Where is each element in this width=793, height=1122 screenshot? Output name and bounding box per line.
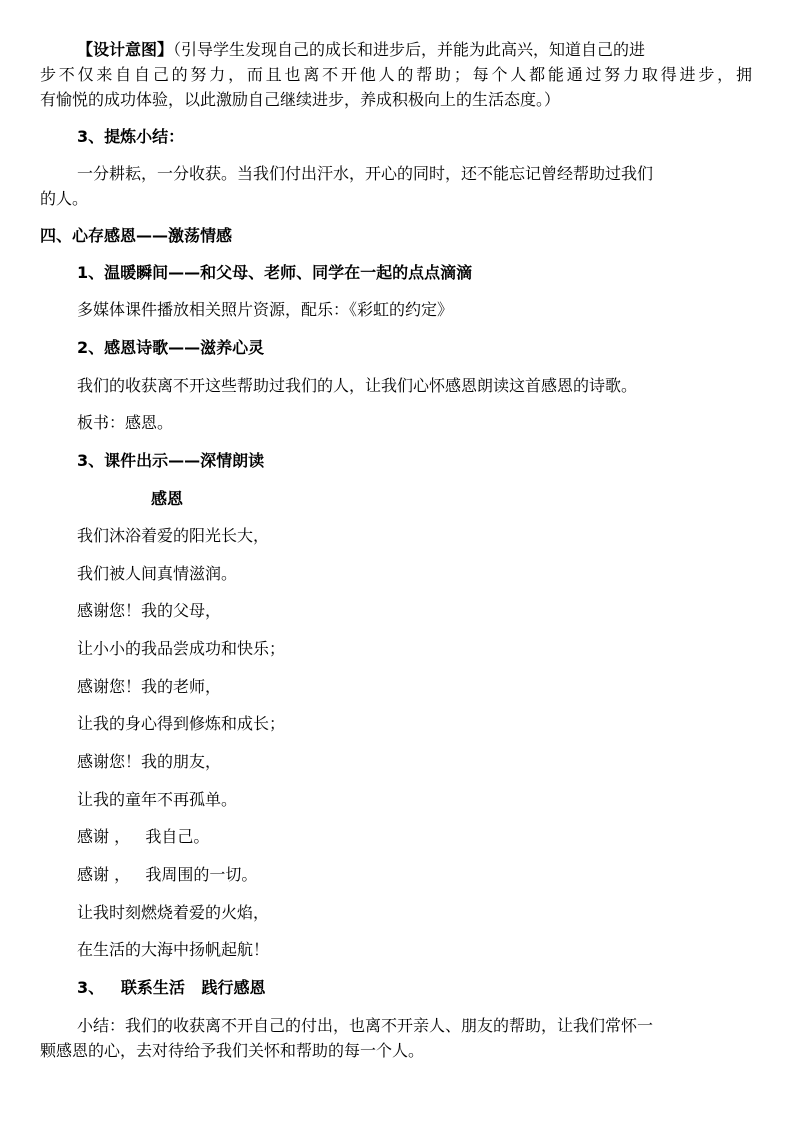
life-practice-heading: 3、 联系生活 践行感恩: [77, 978, 266, 997]
item-1-heading: 1、温暖瞬间——和父母、老师、同学在一起的点点滴滴: [77, 263, 473, 282]
item-2-text: 我们的收获离不开这些帮助过我们的人，让我们心怀感恩朗读这首感恩的诗歌。: [77, 376, 638, 395]
design-intent-label: 【设计意图】: [77, 40, 174, 59]
item-1-text: 多媒体课件播放相关照片资源，配乐：《彩虹的约定》: [77, 300, 454, 319]
life-summary-line-1: 小结：我们的收获离不开自己的付出，也离不开亲人、朋友的帮助，让我们常怀一: [77, 1016, 654, 1035]
design-intent-line-1: [77, 40, 645, 60]
poem-line: 感谢您！我的老师，: [77, 677, 222, 696]
poem-line: 让小小的我品尝成功和快乐；: [77, 639, 286, 658]
poem-line: 让我的童年不再孤单。: [77, 790, 238, 809]
poem-line: 我们沐浴着爱的阳光长大，: [77, 526, 270, 545]
life-summary-line-2: 颗感恩的心，去对待给予我们关怀和帮助的每一个人。: [40, 1041, 425, 1060]
summary-line-2: 的人。: [40, 189, 89, 208]
poem-title: 感恩: [151, 489, 184, 508]
design-intent-text-1: （引导学生发现自己的成长和进步后，并能为此高兴，知道自己的进: [173, 40, 646, 59]
poem-line: 在生活的大海中扬帆起航！: [77, 940, 270, 959]
poem-line: 让我的身心得到修炼和成长；: [77, 714, 286, 733]
summary-line-1: 一分耕耘，一分收获。当我们付出汗水，开心的同时，还不能忘记曾经帮助过我们: [77, 164, 654, 183]
poem-line: 我们被人间真情滋润。: [77, 564, 238, 583]
poem-line: 让我时刻燃烧着爱的火焰，: [77, 903, 270, 922]
item-2-heading: 2、感恩诗歌——滋养心灵: [77, 338, 265, 357]
board-note: 板书：感恩。: [77, 413, 174, 432]
poem-line: 感谢 ， 我周围的一切。: [77, 865, 258, 884]
summary-heading: 3、提炼小结：: [77, 127, 185, 146]
section-four-heading: 四、心存感恩——激荡情感: [40, 226, 233, 245]
design-intent-line-3: 有愉悦的成功体验，以此激励自己继续进步，养成积极向上的生活态度。）: [40, 90, 561, 109]
design-intent-line-2: 步不仅来自自己的努力，而且也离不开他人的帮助；每个人都能通过努力取得进步，拥: [40, 65, 752, 84]
poem-line: 感谢 ， 我自己。: [77, 827, 210, 846]
item-3-heading: 3、课件出示——深情朗读: [77, 451, 265, 470]
poem-line: 感谢您！我的父母，: [77, 601, 222, 620]
poem-line: 感谢您！我的朋友，: [77, 752, 222, 771]
